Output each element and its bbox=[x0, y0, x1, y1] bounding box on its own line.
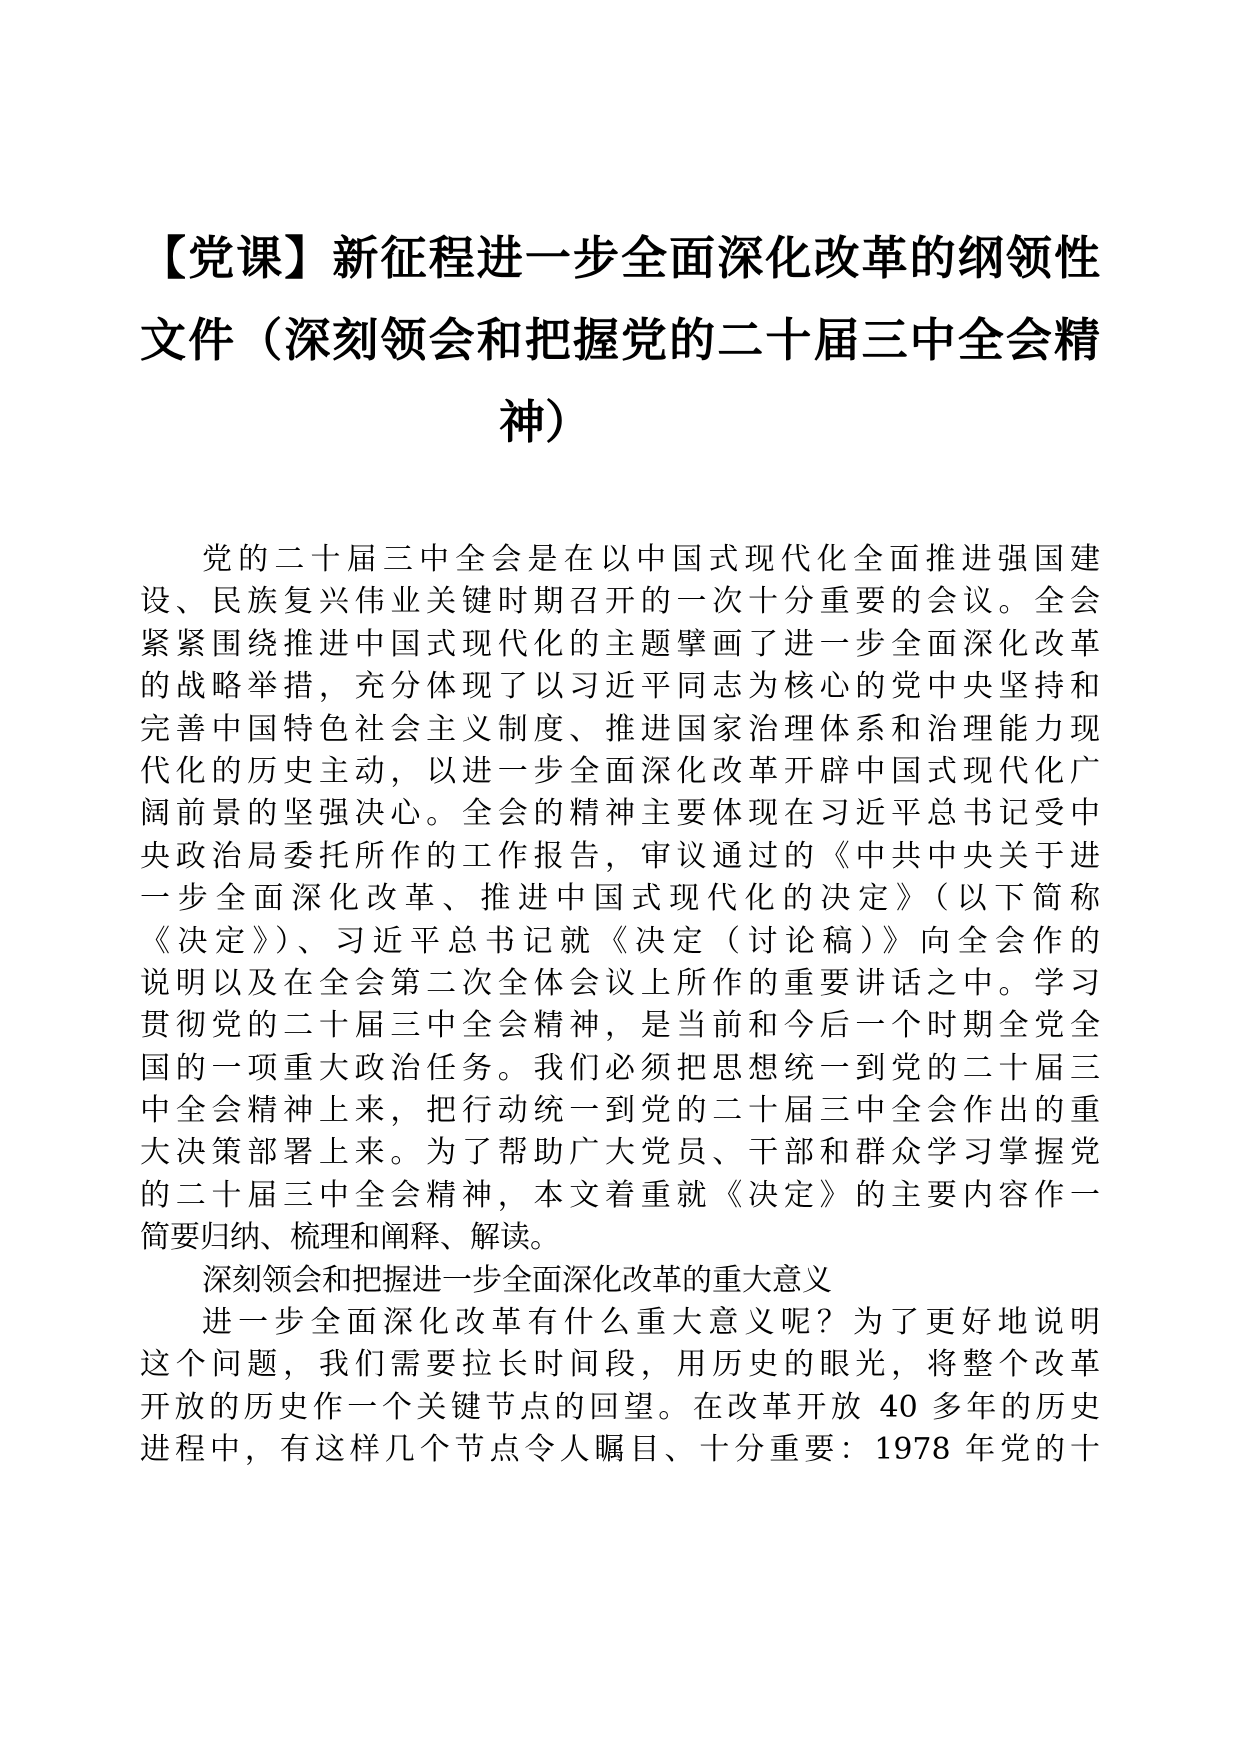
document-body bbox=[140, 539, 1100, 1472]
body-line: 完善中国特色社会主义制度、推进国家治理体系和治理能力现 bbox=[140, 711, 1100, 747]
body-line: 央政治局委托所作的工作报告，审议通过的《中共中央关于进 bbox=[140, 838, 1100, 874]
body-line: 《决定》）、习近平总书记就《决定（讨论稿）》向全会作的 bbox=[140, 923, 1100, 959]
document-title bbox=[140, 217, 1100, 463]
body-line: 的二十届三中全会精神，本文着重就《决定》的主要内容作一 bbox=[140, 1177, 1100, 1213]
body-line: 党的二十届三中全会是在以中国式现代化全面推进强国建 bbox=[202, 542, 1100, 577]
body-line: 大决策部署上来。为了帮助广大党员、干部和群众学习掌握党 bbox=[140, 1135, 1100, 1171]
title-line: 文件（深刻领会和把握党的二十届三中全会精 bbox=[140, 313, 1100, 367]
paragraph bbox=[140, 539, 1100, 1260]
body-line: 紧紧围绕推进中国式现代化的主题擘画了进一步全面深化改革 bbox=[140, 626, 1100, 662]
body-line: 说明以及在全会第二次全体会议上所作的重要讲话之中。学习 bbox=[140, 965, 1100, 1001]
body-line: 阔前景的坚强决心。全会的精神主要体现在习近平总书记受中 bbox=[140, 796, 1100, 832]
body-line: 代化的历史主动，以进一步全面深化改革开辟中国式现代化广 bbox=[140, 753, 1100, 789]
body-line: 一步全面深化改革、推进中国式现代化的决定》（以下简称 bbox=[140, 881, 1100, 917]
section-heading bbox=[140, 1260, 1100, 1302]
body-line: 贯彻党的二十届三中全会精神，是当前和今后一个时期全党全 bbox=[140, 1008, 1100, 1044]
body-line: 中全会精神上来，把行动统一到党的二十届三中全会作出的重 bbox=[140, 1093, 1100, 1129]
title-line: 神） bbox=[499, 395, 591, 449]
paragraph bbox=[140, 1302, 1100, 1472]
body-line: 开放的历史作一个关键节点的回望。在改革开放 40 多年的历史 bbox=[140, 1389, 1100, 1425]
body-line: 简要归纳、梳理和阐释、解读。 bbox=[140, 1220, 560, 1256]
body-line: 的战略举措，充分体现了以习近平同志为核心的党中央坚持和 bbox=[140, 669, 1100, 705]
body-line: 这个问题，我们需要拉长时间段，用历史的眼光，将整个改革 bbox=[140, 1347, 1100, 1383]
body-line: 设、民族复兴伟业关键时期召开的一次十分重要的会议。全会 bbox=[140, 584, 1100, 620]
body-line: 进程中，有这样几个节点令人瞩目、十分重要：1978 年党的十 bbox=[140, 1432, 1100, 1468]
section-heading-line: 深刻领会和把握进一步全面深化改革的重大意义 bbox=[202, 1262, 832, 1298]
title-line: 【党课】新征程进一步全面深化改革的纲领性 bbox=[140, 231, 1100, 285]
body-line: 国的一项重大政治任务。我们必须把思想统一到党的二十届三 bbox=[140, 1050, 1100, 1086]
body-line: 进一步全面深化改革有什么重大意义呢？为了更好地说明 bbox=[202, 1305, 1100, 1341]
